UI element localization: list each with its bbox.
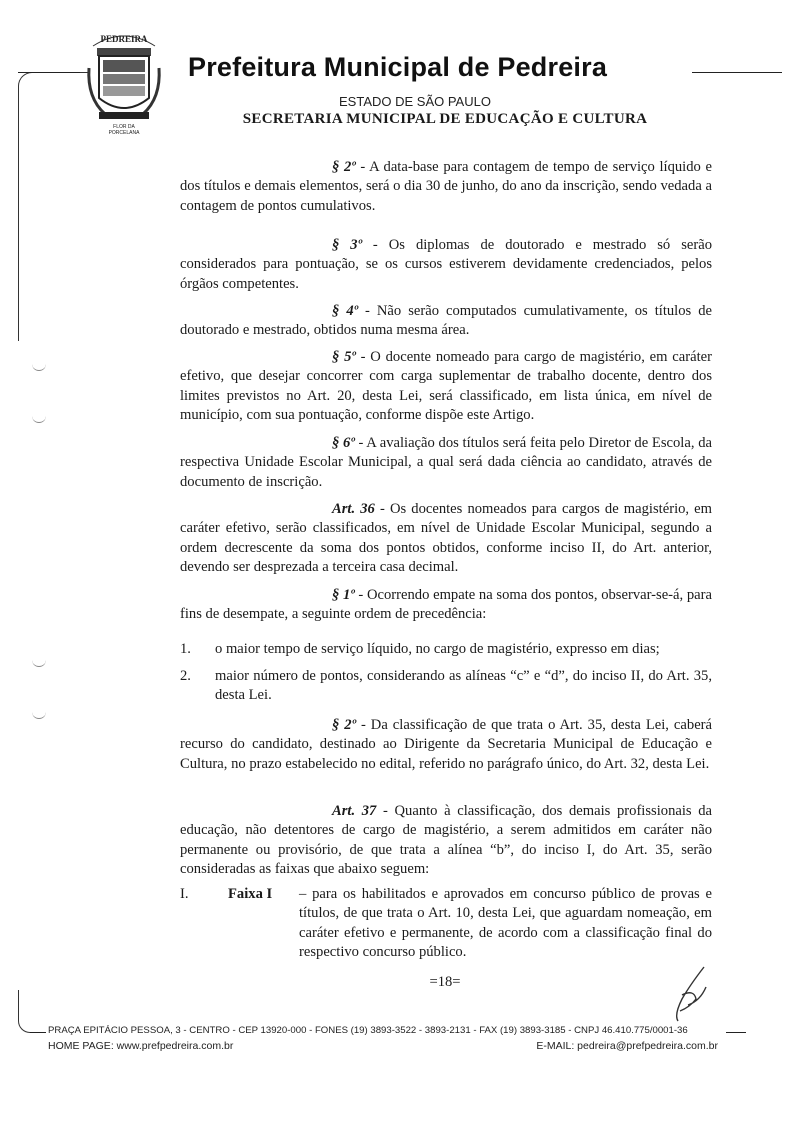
svg-text:PEDREIRA: PEDREIRA bbox=[100, 34, 148, 44]
letterhead-title: Prefeitura Municipal de Pedreira bbox=[188, 52, 608, 82]
faixa-item: I. Faixa I – para os habilitados e aprovados em concurso público de provas e títulos, de que trata o Art. 10, desta Lei, que aguardam nomeação, em caráter efetivo e permanente, de acordo com a classificação final do respectivo concurso público. bbox=[180, 885, 712, 962]
signature-image bbox=[660, 965, 720, 1025]
faixa-text: – para os habilitados e aprovados em concurso público de provas e títulos, de que trata o Art. 10, desta Lei, que aguardam nomeação, em caráter efetivo e permanente, de acordo com a classificação final do respectivo concurso público. bbox=[299, 886, 712, 960]
header-rule-left bbox=[18, 72, 80, 73]
paragraph-4: § 4º - Não serão computados cumulativamente, os títulos de doutorado e mestrado, obtidos numa mesma área. bbox=[180, 303, 713, 339]
footer-email: E-MAIL: pedreira@prefpedreira.com.br bbox=[536, 1040, 718, 1052]
margin-mark bbox=[32, 362, 46, 371]
paragraph-6: § 6º - A avaliação dos títulos será feita pelo Diretor de Escola, da respectiva Unidade Escolar Municipal, a qual será dada ciência ao candidato, através de documento de inscrição. bbox=[180, 435, 712, 490]
list-item: 2. maior número de pontos, considerando as alíneas “c” e “d”, do inciso II, do Art. 35, desta Lei. bbox=[180, 668, 712, 704]
svg-text:FLOR DA: FLOR DA bbox=[113, 124, 135, 130]
article-36: Art. 36 - Os docentes nomeados para cargos de magistério, em caráter efetivo, serão classificados, em nível de Unidade Escolar Municipal, segundo a ordem decrescente da soma dos pontos obtidos, conforme inciso II, do Art. anterior, devendo ser desprezada a terceira casa decimal. bbox=[180, 501, 713, 575]
footer-rule-left bbox=[30, 1032, 46, 1033]
svg-text:PORCELANA: PORCELANA bbox=[108, 130, 140, 136]
margin-mark bbox=[32, 414, 46, 423]
footer-rule-right bbox=[726, 1032, 746, 1033]
letterhead-state: ESTADO DE SÃO PAULO bbox=[339, 94, 491, 109]
article-36-paragraph-2: § 2º - Da classificação de que trata o Art. 35, desta Lei, caberá recurso do candidato, destinado ao Dirigente da Secretaria Municipal de Educação e Cultura, no prazo estabelecido no edital, referido no parágrafo único, do Art. 32, desta Lei. bbox=[180, 717, 713, 772]
letterhead-secretaria: SECRETARIA MUNICIPAL DE EDUCAÇÃO E CULTURA bbox=[242, 111, 648, 127]
footer-homepage: HOME PAGE: www.prefpedreira.com.br bbox=[48, 1040, 234, 1052]
margin-mark bbox=[32, 710, 46, 719]
footer-frame-curve bbox=[18, 990, 39, 1033]
paragraph-5: § 5º - O docente nomeado para cargo de magistério, em caráter efetivo, que desejar concorrer com carga suplementar de trabalho docente, dentro dos limites previstos no Art. 20, desta Lei, será classificado, em lista única, em nível de município, com sua pontuação, conforme dispõe este Artigo. bbox=[180, 349, 712, 423]
article-37: Art. 37 - Quanto à classificação, dos demais profissionais da educação, não detentores de cargo de magistério, a serem admitidos em caráter não permanente ou provisório, de que trata a alínea “b”, do inciso I, do Art. 35, serão consideradas as faixas que abaixo seguem: bbox=[180, 803, 712, 877]
margin-mark bbox=[32, 658, 46, 667]
article-36-paragraph-1: § 1º - Ocorrendo empate na soma dos pontos, observar-se-á, para fins de desempate, a seguinte ordem de precedência: bbox=[180, 587, 712, 623]
footer-address: PRAÇA EPITÁCIO PESSOA, 3 - CENTRO - CEP 13920-000 - FONES (19) 3893-3522 - 3893-2131 - FAX (19) 3893-3185 - CNPJ 46.410.775/0001-36 bbox=[48, 1025, 688, 1036]
page-number: =18= bbox=[429, 974, 461, 990]
header-rule-right bbox=[692, 72, 782, 73]
list-item: 1. o maior tempo de serviço líquido, no cargo de magistério, expresso em dias; bbox=[180, 641, 660, 657]
paragraph-3: § 3º - Os diplomas de doutorado e mestrado só serão considerados para pontuação, se os cursos estiverem devidamente credenciados, pelos órgãos competentes. bbox=[180, 237, 712, 292]
paragraph-2: § 2º - A data-base para contagem de tempo de serviço líquido e dos títulos e demais elementos, será o dia 30 de junho, do ano da inscrição, sendo vedada a contagem de pontos cumulativos. bbox=[180, 159, 712, 214]
